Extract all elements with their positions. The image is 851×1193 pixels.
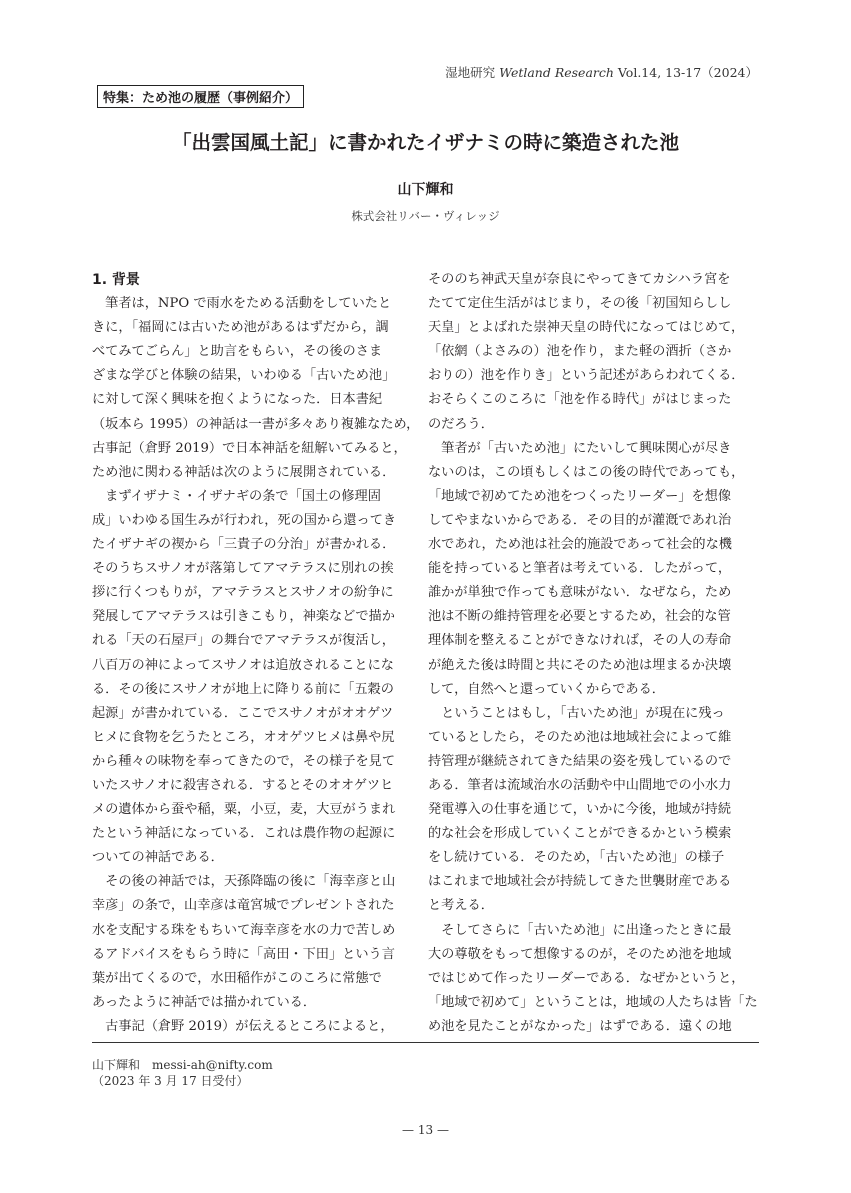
body-text-line: るアドバイスをもらう時に「高田・下田」という言	[92, 946, 395, 962]
body-text-line: 発展してアマテラスは引きこもり，神楽などで描か	[92, 609, 395, 625]
right-column	[428, 268, 758, 1039]
author-affiliation: 株式会社リバー・ヴィレッジ	[351, 209, 500, 223]
body-text-line: 持管理が継続されてきた結果の姿を残しているので	[428, 753, 732, 769]
body-text-line: のだろう．	[428, 416, 494, 432]
body-text-line: ある．筆者は流域治水の活動や中山間地での小水力	[428, 777, 732, 793]
body-text-line: から種々の味物を奉ってきたので，その様子を見て	[92, 753, 396, 769]
body-text-line: と考える．	[428, 898, 494, 914]
body-text-line: はこれまで地域社会が持続してきた世襲財産である	[428, 874, 732, 890]
feature-label: 特集：ため池の履歴（事例紹介）	[97, 85, 304, 108]
body-text-line: 筆者が「古いため池」にたいして興味関心が尽き	[428, 440, 732, 456]
body-text-line: 八百万の神によってスサノオは追放されることにな	[92, 657, 394, 673]
body-text-line: ではじめて作ったリーダーである．なぜかというと，	[428, 970, 745, 986]
body-text-line: そしてさらに「古いため池」に出逢ったときに最	[428, 922, 732, 938]
body-text-line: 理体制を整えることができなければ，その人の寿命	[428, 633, 732, 649]
body-text-line: れる「天の石屋戸」の舞台でアマテラスが復活し，	[92, 633, 395, 649]
body-text-line: 「地域で初めて」ということは，地域の人たちは皆「た	[428, 994, 758, 1010]
footnote-author-email: 山下輝和 messi-ah@nifty.com	[92, 1058, 273, 1072]
body-text-line: 葉が出てくるので，水田稲作がこのころに常態で	[92, 970, 382, 986]
footnote	[92, 1057, 273, 1089]
journal-name-en: Wetland Research	[499, 65, 614, 80]
body-text-line: 発電導入の仕事を通じて，いかに今後，地域が持続	[428, 802, 732, 818]
body-text-line: たてて定住生活がはじまり，その後「初国知らしし	[428, 296, 732, 312]
body-text-line: 能を持っていると筆者は考えている．したがって，	[428, 561, 732, 577]
journal-volume: Vol.14, 13-17（2024）	[617, 65, 758, 80]
body-text-line: め池を見たことがなかった」はずである．遠くの地	[428, 1018, 732, 1034]
body-text-line: 天皇」とよばれた崇神天皇の時代になってはじめて，	[428, 320, 745, 336]
body-text-line: きに，「福岡には古いため池があるはずだから，調	[92, 320, 389, 336]
body-text-line: （坂本ら 1995）の神話は一書が多々あり複雑なため，	[92, 416, 420, 432]
body-text-line: ているとしたら，そのため池は地域社会によって維	[428, 729, 732, 745]
body-text-line: 水であれ，ため池は社会的施設であって社会的な機	[428, 537, 732, 553]
body-text-line: が絶えた後は時間と共にそのため池は埋まるか決壊	[428, 657, 732, 673]
body-text-line: そのうちスサノオが落第してアマテラスに別れの挨	[92, 561, 394, 577]
footnote-received-date: （2023 年 3 月 17 日受付）	[92, 1074, 249, 1088]
section-heading: 1. 背景	[92, 272, 140, 288]
journal-name-ja: 湿地研究	[445, 65, 496, 80]
page-number: — 13 —	[402, 1123, 449, 1137]
body-text-line: あったように神話では描かれている．	[92, 994, 317, 1010]
paper-title: 「出雲国風土記」に書かれたイザナミの時に築造された池	[171, 131, 679, 154]
body-text-line: 「地域で初めてため池をつくったリーダー」を想像	[428, 488, 732, 504]
body-text-line: まずイザナミ・イザナギの条で「国土の修理固	[92, 488, 381, 504]
body-text-line: そののち神武天皇が奈良にやってきてカシハラ宮を	[428, 272, 731, 287]
body-text-line: ないのは，この頃もしくはこの後の時代であっても，	[428, 464, 745, 480]
body-text-line: をし続けている．そのため，「古いため池」の様子	[428, 850, 725, 866]
body-text-line: たイザナギの禊から「三貴子の分治」が書かれる．	[92, 537, 396, 553]
body-text-line: る．その後にスサノオが地上に降りる前に「五穀の	[92, 681, 394, 697]
body-text-line: して，自然へと還っていくからである．	[428, 681, 665, 697]
body-text-line: ということはもし，「古いため池」が現在に残っ	[428, 705, 725, 721]
body-text-line: 的な社会を形成していくことができるかという模索	[428, 826, 732, 842]
body-text-line: 水を支配する珠をもちいて海幸彦を水の力で苦しめ	[92, 922, 396, 938]
body-text-line: ヒメに食物を乞うたところ，オオゲツヒメは鼻や尻	[92, 729, 395, 745]
body-text-line: ため池に関わる神話は次のように展開されている．	[92, 464, 396, 480]
body-text-line: 古事記（倉野 2019）が伝えるところによると，	[92, 1018, 394, 1034]
body-text-line: おそらくこのころに「池を作る時代」がはじまった	[428, 392, 732, 408]
body-text-line: 筆者は，NPO で雨水をためる活動をしていたと	[92, 296, 392, 312]
body-text-line: いたスサノオに殺害される．するとそのオオゲツヒ	[92, 777, 394, 793]
body-text-line: メの遺体から蚕や稲，粟，小豆，麦，大豆がうまれ	[92, 802, 396, 818]
footnote-divider	[92, 1042, 759, 1043]
body-text-line: おりの）池を作りき」という記述があらわれてくる．	[428, 368, 745, 384]
body-text-line: 成」いわゆる国生みが行われ，死の国から還ってき	[92, 512, 397, 528]
body-text-line: その後の神話では，天孫降臨の後に「海幸彦と山	[92, 874, 396, 890]
body-text-line: 「依網（よさみの）池を作り，また軽の酒折（さか	[428, 344, 732, 360]
body-text-line: してやまないからである．その目的が灌漑であれ治	[428, 512, 732, 528]
body-text-line: 拶に行くつもりが，アマテラスとスサノオの紛争に	[92, 585, 394, 601]
body-text-line: 古事記（倉野 2019）で日本神話を紐解いてみると，	[92, 440, 407, 456]
body-text-line: 幸彦」の条で，山幸彦は竜宮城でプレゼントされた	[92, 898, 395, 914]
body-text-line: 池は不断の維持管理を必要とするため，社会的な管	[428, 609, 731, 625]
body-text-line: べてみてごらん」と助言をもらい，その後のさま	[92, 344, 383, 360]
left-column	[92, 268, 422, 1039]
body-text-line: たという神話になっている．これは農作物の起源に	[92, 826, 396, 842]
body-text-line: 誰かが単独で作っても意味がない．なぜなら，ため	[428, 585, 732, 601]
body-text-line: 起源」が書かれている．ここでスサノオがオオゲツ	[92, 705, 394, 721]
body-text-line: に対して深く興味を抱くようになった．日本書紀	[92, 392, 383, 408]
journal-header	[445, 63, 758, 81]
author-name: 山下輝和	[397, 182, 454, 198]
body-text-line: 大の尊敬をもって想像するのが，そのため池を地域	[428, 946, 732, 962]
body-text-line: ざまな学びと体験の結果，いわゆる「古いため池」	[92, 368, 396, 384]
body-text-line: ついての神話である．	[92, 850, 224, 866]
